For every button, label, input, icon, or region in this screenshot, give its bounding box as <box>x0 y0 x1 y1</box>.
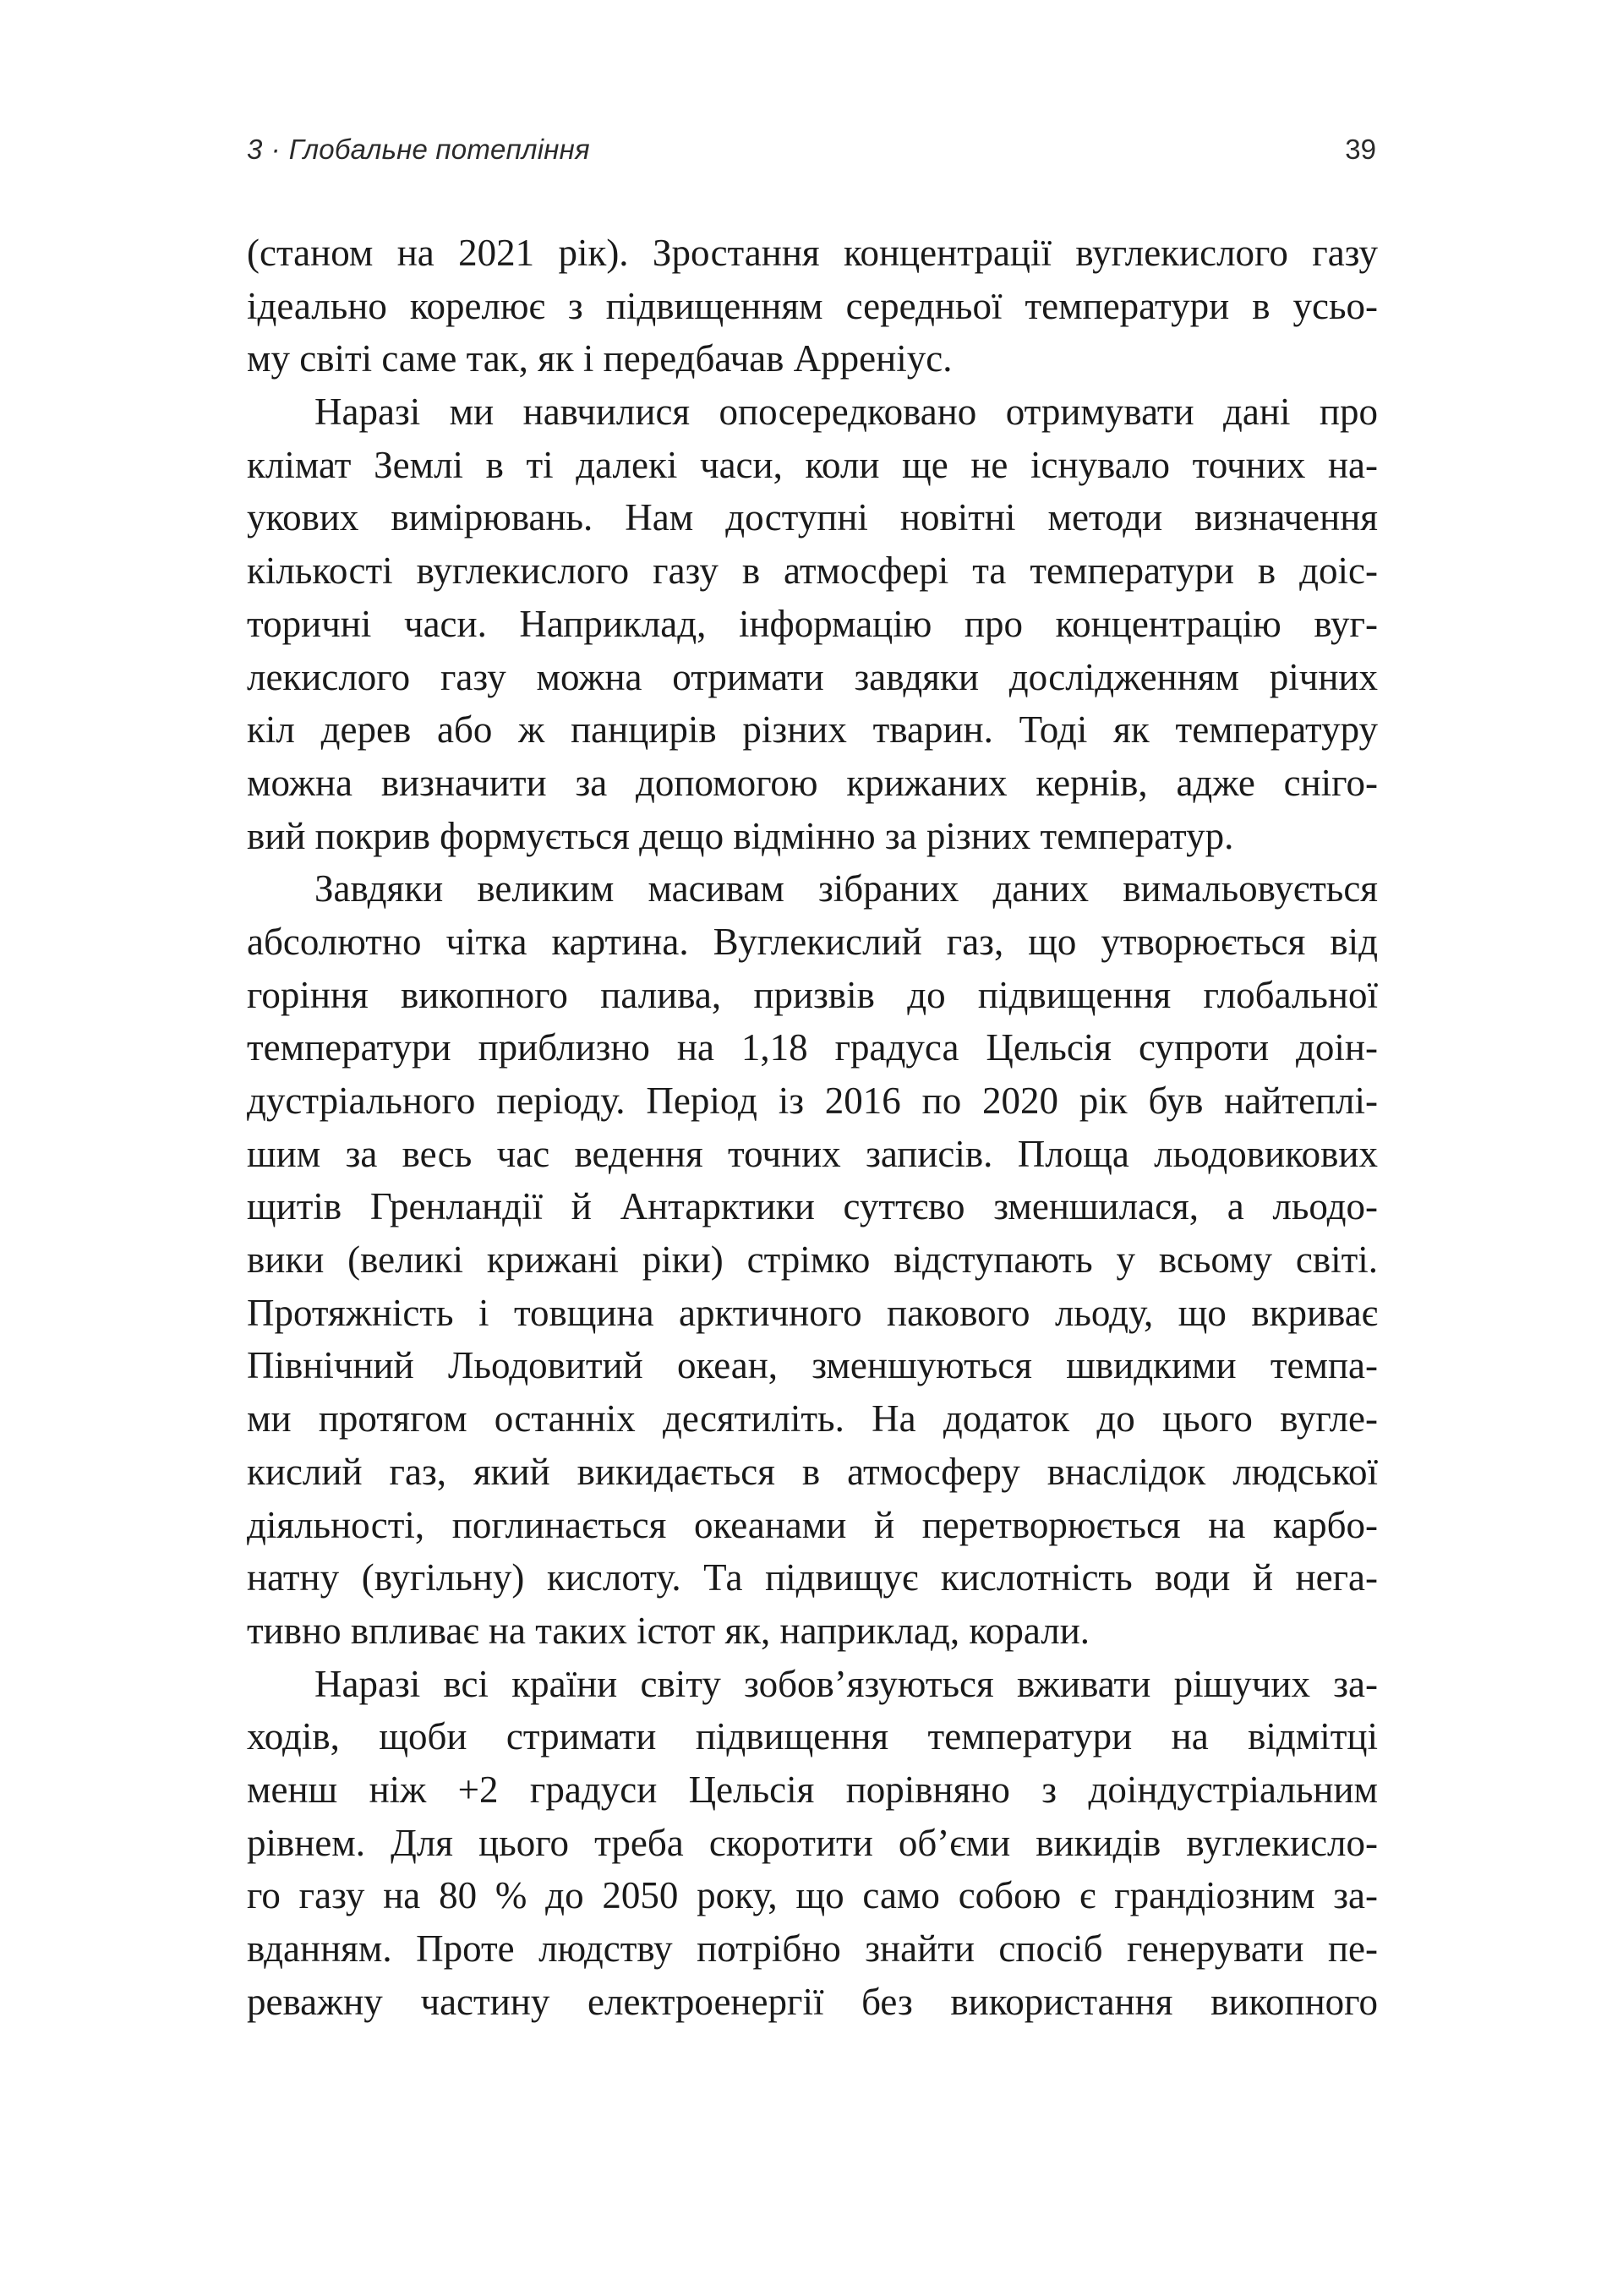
text-line: щитів Гренландії й Антарктики суттєво зменшилася, а льодо- <box>247 1185 1378 1228</box>
text-line: Наразі всі країни світу зобов’язуються вживати рішучих за- <box>314 1662 1378 1705</box>
text-line: вий покрив формується дещо відмінно за різних температур. <box>247 814 1234 857</box>
text-line: му світі саме так, як і передбачав Арреніус. <box>247 337 953 380</box>
text-line: Завдяки великим масивам зібраних даних вимальовується <box>314 867 1378 910</box>
text-line: ідеально корелює з підвищенням середньої температури в усьо- <box>247 284 1378 327</box>
text-line: дустріального періоду. Період із 2016 по 2020 рік був найтеплі- <box>247 1080 1378 1122</box>
chapter-title: Глобальне потепління <box>288 134 590 165</box>
chapter-number: 3 <box>247 134 263 165</box>
text-line: Наразі ми навчилися опосередковано отримувати дані про <box>314 391 1378 434</box>
text-line: шим за весь час ведення точних записів. Площа льодовикових <box>247 1132 1378 1175</box>
text-line: кислий газ, який викидається в атмосферу внаслідок людської <box>247 1450 1378 1493</box>
text-line: горіння викопного палива, призвів до підвищення глобальної <box>247 973 1378 1016</box>
text-line: Північний Льодовитий океан, зменшуються швидкими темпа- <box>247 1344 1378 1387</box>
text-line: вданням. Проте людству потрібно знайти спосіб генерувати пе- <box>247 1927 1378 1970</box>
text-line: температури приблизно на 1,18 градуса Цельсія супроти доін- <box>247 1026 1378 1069</box>
text-line: лекислого газу можна отримати завдяки дослідженням річних <box>247 655 1378 698</box>
running-head-chapter <box>247 134 590 166</box>
text-line: торичні часи. Наприклад, інформацію про концентрацію вуг- <box>247 602 1378 645</box>
text-line: реважну частину електроенергії без використання викопного <box>247 1980 1378 2023</box>
text-line: менш ніж +2 градуси Цельсія порівняно з доіндустріальним <box>247 1768 1378 1811</box>
page-number: 39 <box>1345 134 1376 165</box>
running-head <box>247 134 1376 178</box>
text-line: тивно впливає на таких істот як, наприклад, корали. <box>247 1609 1090 1652</box>
body-text <box>247 227 1378 2028</box>
text-line: вики (великі крижані ріки) стрімко відступають у всьому світі. <box>247 1238 1378 1282</box>
running-head-separator: · <box>270 134 281 165</box>
text-line: рівнем. Для цього треба скоротити об’єми викидів вуглекисло- <box>247 1821 1378 1864</box>
text-line: (станом на 2021 рік). Зростання концентрації вуглекислого газу <box>247 232 1378 274</box>
text-line: го газу на 80 % до 2050 року, що само собою є грандіозним за- <box>247 1874 1378 1917</box>
text-line: ходів, щоби стримати підвищення температури на відмітці <box>247 1715 1378 1758</box>
text-line: клімат Землі в ті далекі часи, коли ще не існувало точних на- <box>247 443 1378 486</box>
text-line: абсолютно чітка картина. Вуглекислий газ, що утворюється від <box>247 920 1378 963</box>
text-line: кіл дерев або ж панцирів різних тварин. Тоді як температуру <box>247 708 1378 752</box>
text-line: укових вимірювань. Нам доступні новітні методи визначення <box>247 496 1378 539</box>
text-line: натну (вугільну) кислоту. Та підвищує кислотність води й нега- <box>247 1556 1378 1599</box>
text-line: можна визначити за допомогою крижаних кернів, адже сніго- <box>247 761 1378 804</box>
text-line: кількості вуглекислого газу в атмосфері та температури в доіс- <box>247 549 1378 593</box>
text-line: ми протягом останніх десятиліть. На додаток до цього вугле- <box>247 1397 1378 1440</box>
text-line: Протяжність і товщина арктичного пакового льоду, що вкриває <box>247 1291 1378 1334</box>
text-line: діяльності, поглинається океанами й перетворюється на карбо- <box>247 1503 1378 1546</box>
